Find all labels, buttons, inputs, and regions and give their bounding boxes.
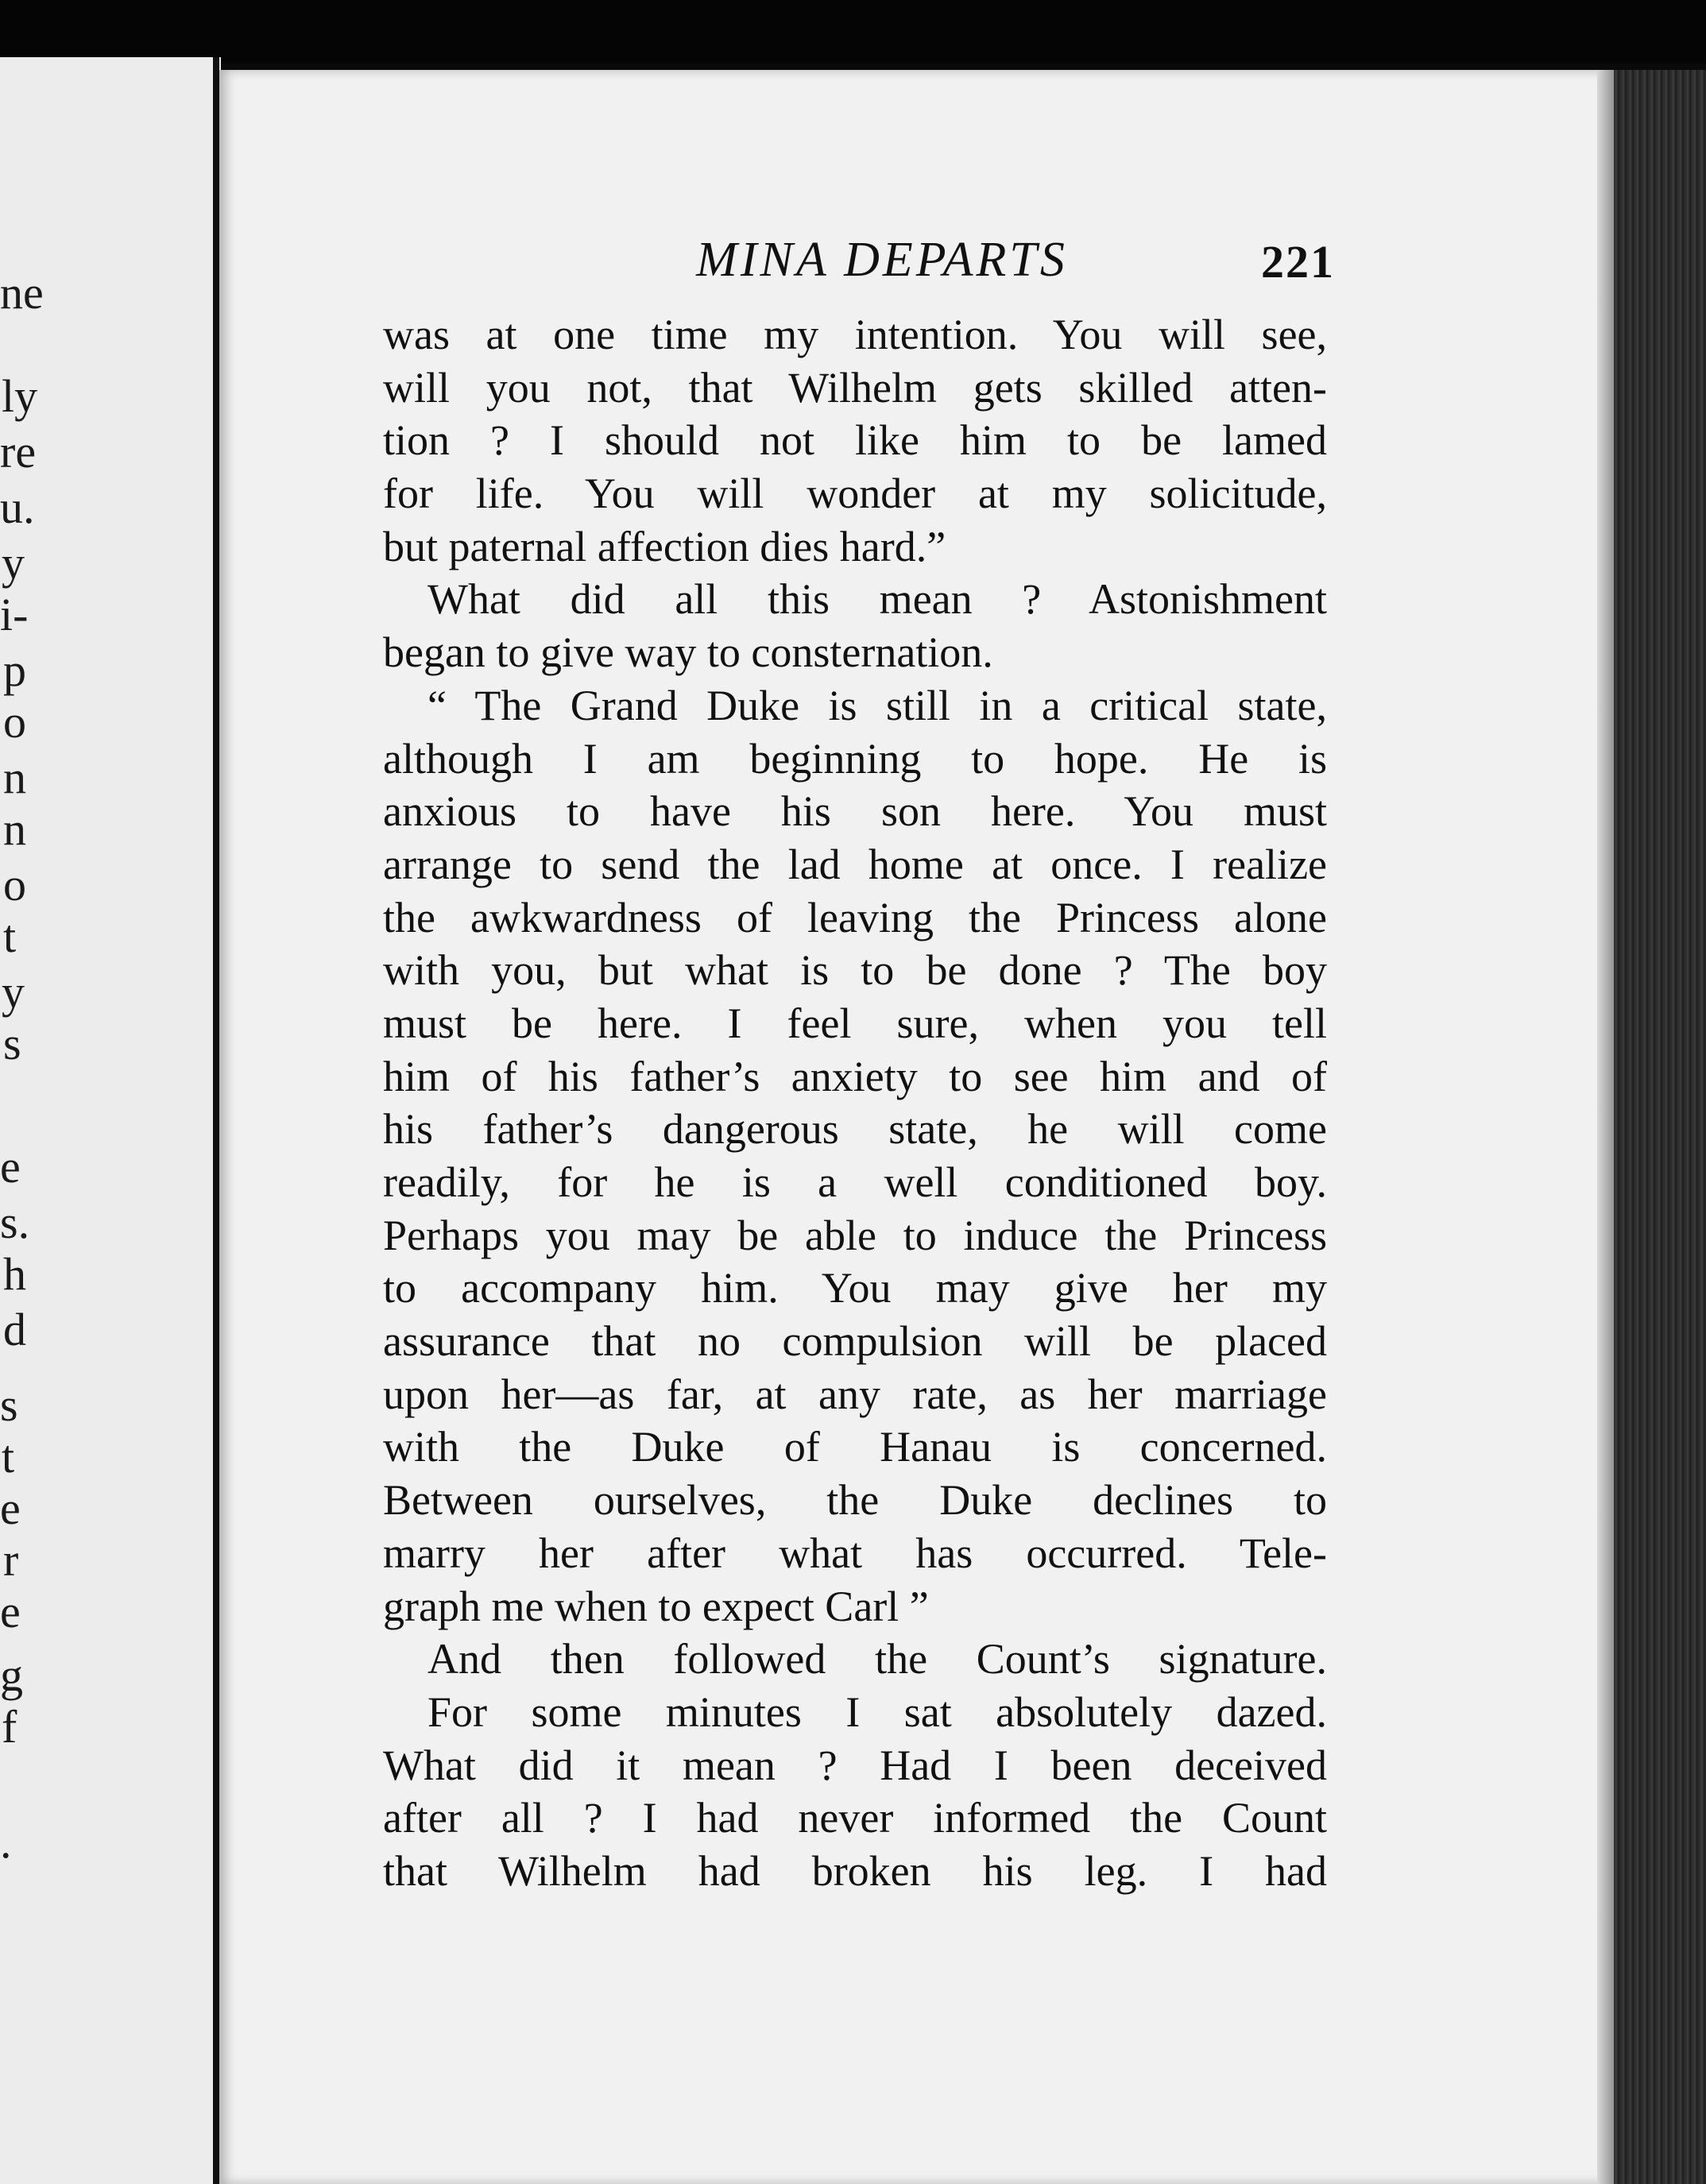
- text-line: was at one time my intention. You will see,: [383, 311, 1327, 358]
- facing-page-fragment: f: [2, 1701, 17, 1753]
- facing-page-fragment: r: [3, 1534, 19, 1586]
- facing-page-fragment: y: [2, 537, 25, 589]
- running-head: MINA DEPARTS: [696, 233, 1068, 287]
- text-line: arrange to send the lad home at once. I realize: [383, 840, 1327, 888]
- facing-page-text-fragments: [0, 57, 221, 2184]
- text-line: graph me when to expect Carl ”: [383, 1582, 929, 1630]
- page-number: 221: [1261, 236, 1335, 288]
- facing-page-fragment: s.: [0, 1196, 30, 1248]
- facing-page: [0, 57, 221, 2184]
- facing-page-fragment: s: [0, 1379, 18, 1431]
- text-line: “ The Grand Duke is still in a critical state,: [427, 681, 1327, 729]
- text-line: after all ? I had never informed the Count: [383, 1794, 1327, 1842]
- text-line: Between ourselves, the Duke declines to: [383, 1476, 1327, 1525]
- facing-page-fragment: h: [3, 1248, 26, 1300]
- text-line: What did all this mean ? Astonishment: [427, 575, 1327, 624]
- text-line: marry her after what has occurred. Tele-: [383, 1529, 1327, 1577]
- text-line: Perhaps you may be able to induce the Princess: [383, 1211, 1327, 1259]
- text-line: him of his father’s anxiety to see him and of: [383, 1052, 1327, 1100]
- facing-page-fragment: i-: [0, 589, 29, 640]
- text-line: And then followed the Count’s signature.: [427, 1635, 1327, 1683]
- text-line: with you, but what is to be done ? The boy: [383, 946, 1327, 995]
- facing-page-fragment: u.: [0, 481, 35, 533]
- facing-page-fragment: o: [3, 696, 26, 748]
- facing-page-fragment: e: [0, 1141, 21, 1193]
- facing-page-fragment: n: [3, 752, 26, 803]
- facing-page-fragment: s: [3, 1018, 21, 1069]
- facing-page-fragment: t: [2, 1431, 15, 1482]
- page-gutter: [213, 57, 219, 2184]
- text-line: but paternal affection dies hard.”: [383, 522, 946, 570]
- text-line: must be here. I feel sure, when you tell: [383, 999, 1327, 1047]
- facing-page-fragment: ne: [0, 267, 44, 319]
- facing-page-fragment: e: [0, 1482, 21, 1534]
- book-edge: [1614, 70, 1706, 2184]
- facing-page-fragment: t: [3, 910, 17, 962]
- facing-page-fragment: ly: [2, 370, 38, 422]
- text-line: readily, for he is a well conditioned boy.: [383, 1158, 1327, 1206]
- text-line: the awkwardness of leaving the Princess alone: [383, 893, 1327, 941]
- scan-top-margin: [0, 0, 1706, 64]
- facing-page-fragment: o: [3, 859, 26, 910]
- text-line: with the Duke of Hanau is concerned.: [383, 1423, 1327, 1471]
- text-line: to accompany him. You may give her my: [383, 1264, 1327, 1312]
- text-line: that Wilhelm had broken his leg. I had: [383, 1846, 1327, 1895]
- facing-page-fragment: e: [0, 1586, 21, 1637]
- text-line: tion ? I should not like him to be lamed: [383, 416, 1327, 465]
- text-line: began to give way to consternation.: [383, 628, 993, 677]
- text-line: will you not, that Wilhelm gets skilled atten-: [383, 363, 1327, 412]
- text-line: anxious to have his son here. You must: [383, 787, 1327, 836]
- text-line: What did it mean ? Had I been deceived: [383, 1741, 1327, 1789]
- text-line: for life. You will wonder at my solicitude,: [383, 470, 1327, 518]
- facing-page-fragment: .: [0, 1816, 12, 1868]
- facing-page-fragment: p: [3, 644, 26, 696]
- text-line: assurance that no compulsion will be placed: [383, 1317, 1327, 1366]
- facing-page-fragment: n: [3, 803, 26, 855]
- text-line: his father’s dangerous state, he will come: [383, 1105, 1327, 1154]
- text-line: For some minutes I sat absolutely dazed.: [427, 1687, 1327, 1736]
- facing-page-fragment: re: [0, 426, 37, 477]
- facing-page-fragment: d: [3, 1304, 26, 1355]
- text-line: although I am beginning to hope. He is: [383, 734, 1327, 783]
- facing-page-fragment: y: [2, 966, 25, 1018]
- facing-page-fragment: g: [0, 1649, 23, 1701]
- text-line: upon her—as far, at any rate, as her marriage: [383, 1370, 1327, 1418]
- body-text: [383, 308, 1327, 1898]
